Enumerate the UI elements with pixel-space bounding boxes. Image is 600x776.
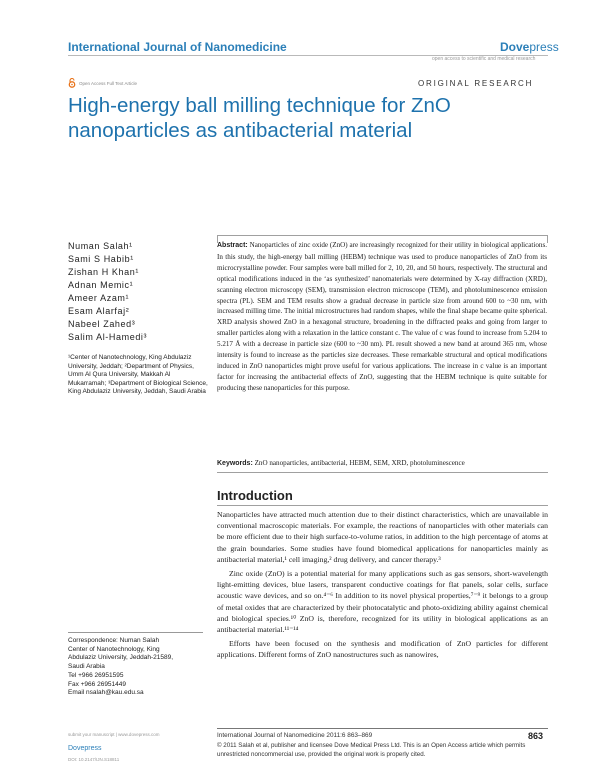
open-access-icon [68,78,76,88]
correspondence-line: Center of Nanotechnology, King [68,645,160,653]
abstract-corner [547,235,548,243]
article-title: High-energy ball milling technique for ZnO nanoparticles as antibacterial material [68,94,451,142]
correspondence-line: Correspondence: Numan Salah [68,637,160,644]
journal-name: International Journal of Nanomedicine [68,40,287,54]
open-access-label: Open Access Full Text Article [79,80,137,86]
correspondence-line: Saudi Arabia [68,663,105,671]
body-paragraph: Efforts have been focused on the synthesis and modification of ZnO particles for different applications. Different forms of ZnO nanostructures such as nanowires, [217,639,548,660]
author: Esam Alarfaj² [68,306,130,316]
footer-dovepress-logo: Dovepress [68,745,102,752]
correspondence-email: Email nsalah@kau.edu.sa [68,689,144,697]
author: Ameer Azam¹ [68,293,130,303]
correspondence-line: Abdulaziz University, Jeddah-21589, [68,654,174,662]
publisher-logo [500,40,559,54]
author-list [68,240,208,344]
affiliations: ¹Center of Nanotechnology, King Abdulaziz University, Jeddah; ²Department of Physics, Umm Al Qura University, Makkah Al Mukarramah; ³Department of Biological Science, King Abdulaziz University, Jeddah, Saudi Arabia [68,354,208,396]
publisher-tagline: open access to scientific and medical research [432,56,536,62]
author: Salim Al-Hamedi³ [68,332,148,342]
abstract-border-top [217,235,548,236]
body-paragraph: Nanoparticles have attracted much attention due to their distinct characteristics, which are unavailable in conventional macroscopic materials. For example, the reactions of nanoparticles with other materials can be more efficient due to their high surface-to-volume ratios, in addition to the high percentage of atoms at the grain boundaries. Some studies have found biomedical applications for nanoparticles mainly as antibacterial material,¹ cell imaging,² drug delivery, and cancer therapy.³ [217,510,548,564]
author: Nabeel Zahed³ [68,319,136,329]
correspondence-divider [68,632,203,633]
author: Zishan H Khan¹ [68,267,139,277]
abstract-border-bottom [217,472,548,473]
keywords-text: ZnO nanoparticles, antibacterial, HEBM, SEM, XRD, photoluminescence [254,459,465,467]
footer-divider [217,728,548,729]
introduction-divider [217,505,548,506]
publisher-logo-bold: Dove [500,40,530,54]
article-type: ORIGINAL RESEARCH [418,79,534,88]
author: Sami S Habib¹ [68,254,134,264]
doi: DOI: 10.2147/IJN.S18811 [68,757,120,762]
abstract-text: Nanoparticles of zinc oxide (ZnO) are increasingly recognized for their utility in biological applications. In this study, the high-energy ball milling (HEBM) technique was used to produce nanoparticles of ZnO from its microcrystalline powder. Four samples were ball milled for 2, 10, 20, and 50 hours, respectively. The structural and optical modifications induced in the ‘as synthesized’ nanomaterials were determined by X-ray diffraction (XRD), scanning electron microscopy (SEM), transmission electron microscope (TEM), and photoluminescence emission spectra (PL). SEM and TEM results show a gradual decrease in particle size from around 600 to ~30 nm, with increased milling time. The initial microstructures had random shapes, while the final shape became quite spherical. XRD analysis showed ZnO in a hexagonal structure, broadening in the diffracted peaks and going from larger to smaller particles along with a relaxation in the lattice constant c. The value of c was found to increase from 5.204 to 5.217 Å with a decrease in particle size (600 to ~30 nm). PL result showed a new band at around 365 nm, whose intensity is found to increase as the particles size decreases. These remarkable structural and optical modifications induced in ZnO nanoparticles might prove useful for various applications. The increase in c value is an important factor for increasing the antibacterial effects of ZnO, suggesting that the HEBM technique is quite suitable for producing these nanoparticles for this purpose. [217,241,547,392]
body-paragraph: Zinc oxide (ZnO) is a potential material for many applications such as gas sensors, short-wavelength light-emitting devices, blue lasers, transparent conductive coatings for flat panels, solar cells, surface acoustic wave devices, and so on.⁴⁻⁶ In addition to its novel physical properties,⁷⁻⁹ it belongs to a group of metal oxides that are characterized by their photocatalytic and photo-oxidizing ability against chemical and biological species.¹⁰ ZnO is, therefore, recognized for its utility in biological applications as an antibacterial material.¹¹⁻¹⁴ [217,569,548,635]
correspondence-line: Fax +966 26951449 [68,680,127,688]
open-access-badge [68,78,137,88]
keywords [217,458,547,469]
correspondence-block [68,637,208,698]
footer-citation: International Journal of Nanomedicine 2011:6 863–869 [217,732,373,739]
publisher-logo-light: press [529,40,559,54]
header-divider [68,55,548,56]
author: Numan Salah¹ [68,241,133,251]
keywords-label: Keywords: [217,460,253,467]
page-number: 863 [528,731,544,741]
abstract-label: Abstract: [217,242,248,249]
introduction-heading: Introduction [217,488,293,503]
introduction-body [217,509,548,664]
correspondence-line: Tel +966 26951595 [68,671,124,679]
copyright-notice: © 2011 Salah et al, publisher and licensee Dove Medical Press Ltd. This is an Open Access article which permits unrestricted noncommercial use, provided the original work is properly cited. [217,742,526,758]
author: Adnan Memic¹ [68,280,134,290]
abstract [217,240,547,394]
submit-manuscript-link[interactable]: submit your manuscript | www.dovepress.com [68,732,160,737]
